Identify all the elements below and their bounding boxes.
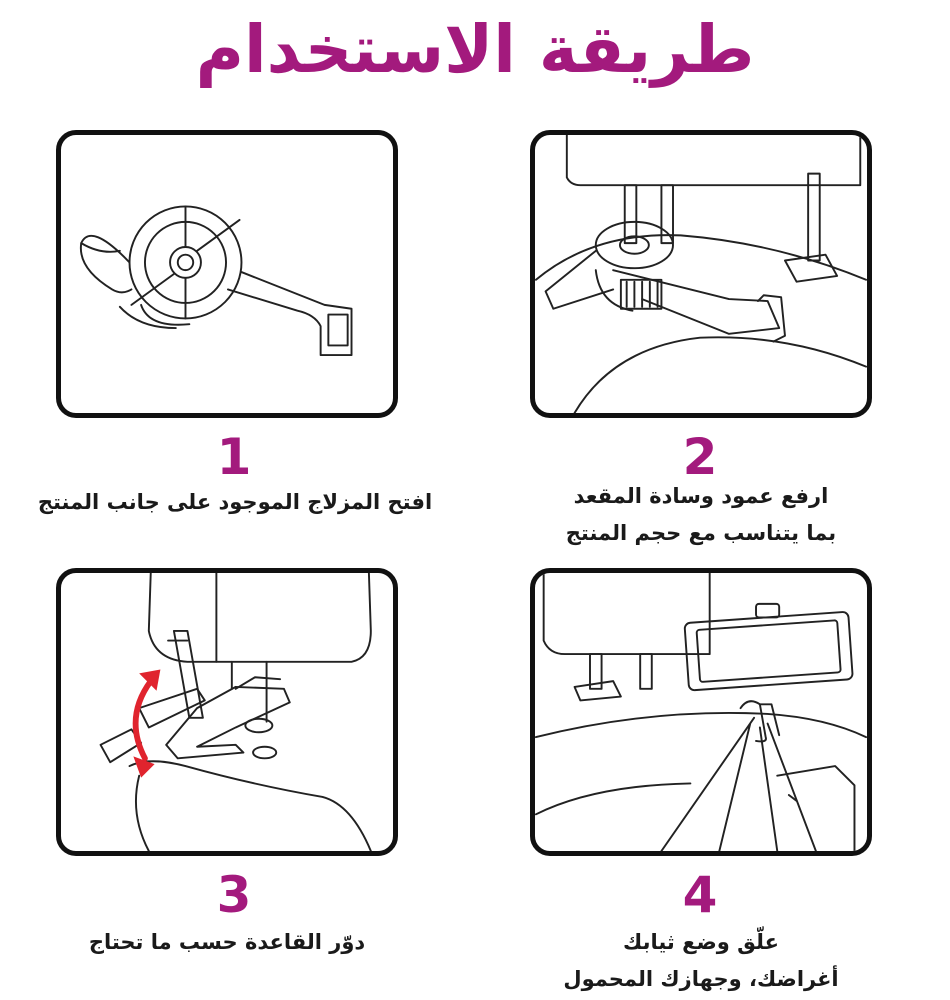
step-2-panel: [530, 130, 872, 418]
step-4-panel: [530, 568, 872, 856]
step-1-caption: [10, 484, 460, 521]
step-4-number: 4: [682, 866, 718, 924]
rotate-arrow-icon: [61, 573, 393, 851]
hook-open-illustration: [61, 135, 393, 413]
step-2-number: 2: [682, 428, 718, 486]
step-1-caption-line-1: افتح المزلاج الموجود على جانب المنتج: [37, 490, 433, 514]
step-2-caption-line-2: بما يتناسب مع حجم المنتج: [565, 520, 837, 545]
step-4-caption-line-1: علّق وضع ثيابك: [623, 930, 779, 954]
step-2-caption: [530, 478, 872, 552]
hanging-items-illustration: [535, 573, 867, 851]
step-4-caption-line-2: أغراضك، وجهازك المحمول: [563, 966, 839, 991]
step-3-number: 3: [216, 866, 252, 924]
step-3-caption: [56, 924, 398, 961]
step-3-caption-line-1: دوّر القاعدة حسب ما تحتاج: [88, 930, 366, 954]
step-1-panel: [56, 130, 398, 418]
step-1-number: 1: [216, 428, 252, 486]
page-title: طريقة الاستخدام: [195, 11, 755, 88]
step-3-panel: [56, 568, 398, 856]
step-4-caption: [530, 924, 872, 998]
step-2-caption-line-1: ارفع عمود وسادة المقعد: [573, 484, 829, 508]
headrest-raise-illustration: [535, 135, 867, 413]
